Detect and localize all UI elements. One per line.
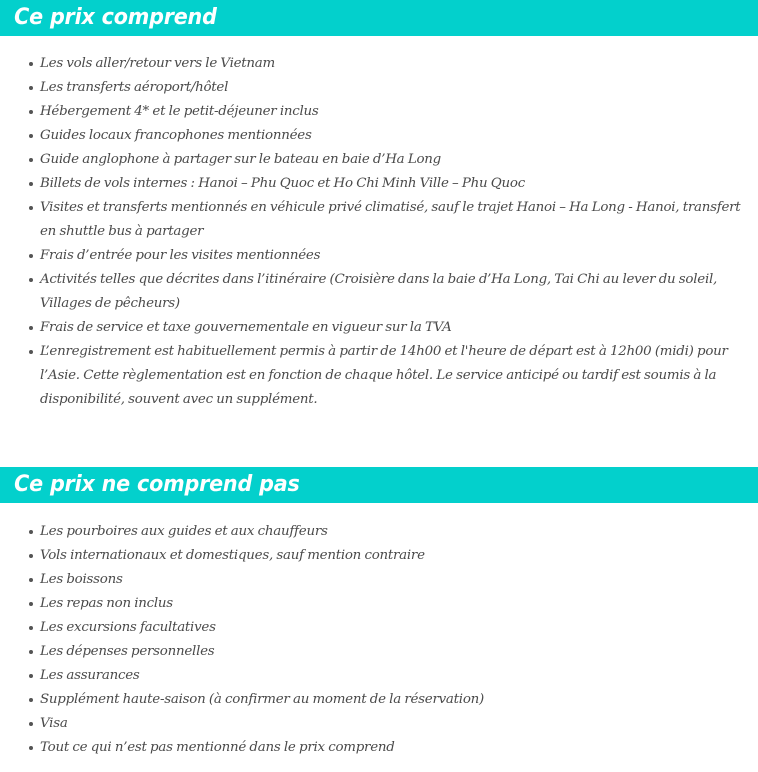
list-item	[0, 340, 758, 412]
bullet-icon	[29, 182, 33, 186]
list-item	[0, 640, 740, 664]
list-item	[0, 244, 758, 268]
list-item-label: Les repas non inclus	[40, 596, 173, 611]
bullet-icon	[29, 602, 33, 606]
list-item-label: Billets de vols internes : Hanoi – Phu Quoc et Ho Chi Minh Ville – Phu Quoc	[40, 176, 525, 191]
section-heading-text: Ce prix comprend	[0, 0, 758, 36]
list-item	[0, 124, 758, 148]
list-item-label: Tout ce qui n’est pas mentionné dans le prix comprend	[40, 740, 395, 755]
list-item-label: Les transferts aéroport/hôtel	[40, 80, 229, 95]
section-header-excluded	[0, 467, 758, 503]
list-item-label: Frais d’entrée pour les visites mentionnées	[40, 248, 321, 263]
list-item	[0, 148, 758, 172]
list-item	[0, 316, 758, 340]
list-item-label: L’enregistrement est habituellement permis à partir de 14h00 et l'heure de départ est à 12h00 (midi) pour l’Asie. Cette règlementation est en fonction de chaque hôtel. Le service anticipé ou tardif est soumis à la disponibilité, souvent avec un supplément.	[40, 344, 728, 407]
bullet-icon	[29, 554, 33, 558]
bullet-icon	[29, 278, 33, 282]
section-heading-text: Ce prix ne comprend pas	[0, 467, 758, 503]
list-item	[0, 736, 740, 760]
list-item-label: Guides locaux francophones mentionnées	[40, 128, 312, 143]
list-item	[0, 172, 758, 196]
bullet-icon	[29, 86, 33, 90]
list-item	[0, 664, 740, 688]
included-list	[0, 36, 758, 412]
list-item-label: Les dépenses personnelles	[40, 644, 215, 659]
bullet-icon	[29, 350, 33, 354]
list-item-label: Visites et transferts mentionnés en véhicule privé climatisé, sauf le trajet Hanoi – Ha Long - Hanoi, transfert en shuttle bus à partager	[40, 200, 741, 239]
bullet-icon	[29, 326, 33, 330]
list-item	[0, 568, 740, 592]
bullet-icon	[29, 62, 33, 66]
list-item	[0, 196, 758, 244]
list-item	[0, 100, 758, 124]
bullet-icon	[29, 698, 33, 702]
list-item-label: Les assurances	[40, 668, 140, 683]
list-item	[0, 712, 740, 736]
section-divider-spacer	[0, 412, 758, 467]
bullet-icon	[29, 650, 33, 654]
section-header-included	[0, 0, 758, 36]
list-item-label: Frais de service et taxe gouvernementale en vigueur sur la TVA	[40, 320, 452, 335]
list-item-label: Supplément haute-saison (à confirmer au moment de la réservation)	[40, 692, 484, 707]
bullet-icon	[29, 158, 33, 162]
bullet-icon	[29, 254, 33, 258]
list-item	[0, 268, 758, 316]
list-item-label: Les vols aller/retour vers le Vietnam	[40, 56, 275, 71]
bullet-icon	[29, 626, 33, 630]
bullet-icon	[29, 674, 33, 678]
list-item-label: Visa	[40, 716, 68, 731]
list-item-label: Les pourboires aux guides et aux chauffeurs	[40, 524, 328, 539]
list-item-label: Vols internationaux et domestiques, sauf mention contraire	[40, 548, 425, 563]
list-item-label: Les boissons	[40, 572, 123, 587]
list-item	[0, 76, 758, 100]
list-item	[0, 52, 758, 76]
bullet-icon	[29, 578, 33, 582]
list-item-label: Hébergement 4* et le petit-déjeuner inclus	[40, 104, 319, 119]
bullet-icon	[29, 530, 33, 534]
list-item	[0, 592, 740, 616]
bullet-icon	[29, 206, 33, 210]
bullet-icon	[29, 722, 33, 726]
bullet-icon	[29, 110, 33, 114]
list-item-label: Guide anglophone à partager sur le bateau en baie d’Ha Long	[40, 152, 441, 167]
list-item	[0, 544, 740, 568]
list-item	[0, 616, 740, 640]
list-item-label: Les excursions facultatives	[40, 620, 216, 635]
list-item-label: Activités telles que décrites dans l’itinéraire (Croisière dans la baie d’Ha Long, Tai Chi au lever du soleil, Villages de pêcheurs)	[40, 272, 718, 311]
excluded-list	[0, 503, 758, 760]
bullet-icon	[29, 746, 33, 750]
list-item	[0, 520, 740, 544]
list-item	[0, 688, 740, 712]
bullet-icon	[29, 134, 33, 138]
